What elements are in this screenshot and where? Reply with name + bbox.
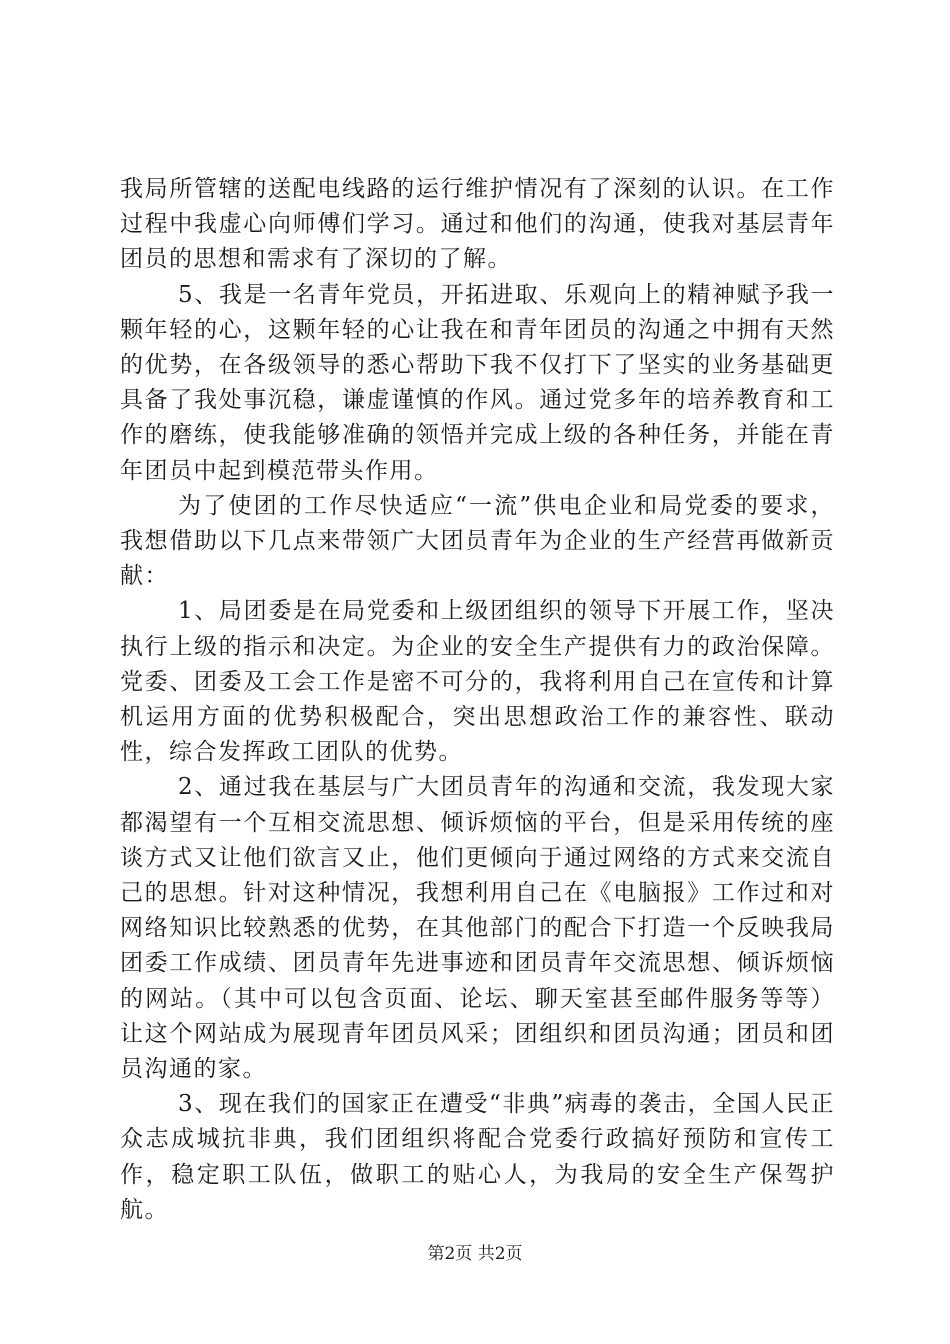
paragraph-intro: 为了使团的工作尽快适应“一流”供电企业和局党委的要求，我想借助以下几点来带领广大团员青年为企业的生产经营再做新贡献：: [120, 492, 835, 590]
paragraph-item-5: 5、我是一名青年党员，开拓进取、乐观向上的精神赋予我一颗年轻的心，这颗年轻的心让我在和青年团员的沟通之中拥有天然的优势，在各级领导的悉心帮助下我不仅打下了坚实的业务基础更具备了我处事沉稳，谦虚谨慎的作风。通过党多年的培养教育和工作的磨练，使我能够准确的领悟并完成上级的各种任务，并能在青年团员中起到模范带头作用。: [120, 281, 835, 484]
page-number-footer: 第2页 共2页: [427, 1244, 523, 1264]
paragraph-point-3: 3、现在我们的国家正在遭受“非典”病毒的袭击，全国人民正众志成城抗非典，我们团组织将配合党委行政搞好预防和宣传工作，稳定职工队伍，做职工的贴心人，为我局的安全生产保驾护航。: [120, 1091, 835, 1223]
paragraph-point-1: 1、局团委是在局党委和上级团组织的领导下开展工作，坚决执行上级的指示和决定。为企业的安全生产提供有力的政治保障。党委、团委及工会工作是密不可分的，我将利用自己在宣传和计算机运用方面的优势积极配合，突出思想政治工作的兼容性、联动性，综合发挥政工团队的优势。: [120, 598, 835, 766]
document-body: [120, 172, 835, 1228]
paragraph-point-2: 2、通过我在基层与广大团员青年的沟通和交流，我发现大家都渴望有一个互相交流思想、倾诉烦恼的平台，但是采用传统的座谈方式又让他们欲言又止，他们更倾向于通过网络的方式来交流自己的思想。针对这种情况，我想利用自己在《电脑报》工作过和对网络知识比较熟悉的优势，在其他部门的配合下打造一个反映我局团委工作成绩、团员青年先进事迹和团员青年交流思想、倾诉烦恼的网站。（其中可以包含页面、论坛、聊天室甚至邮件服务等等）让这个网站成为展现青年团员风采；团组织和团员沟通；团员和团员沟通的家。: [120, 774, 835, 1083]
paragraph-continuation: 我局所管辖的送配电线路的运行维护情况有了深刻的认识。在工作过程中我虚心向师傅们学习。通过和他们的沟通，使我对基层青年团员的思想和需求有了深切的了解。: [120, 176, 835, 273]
